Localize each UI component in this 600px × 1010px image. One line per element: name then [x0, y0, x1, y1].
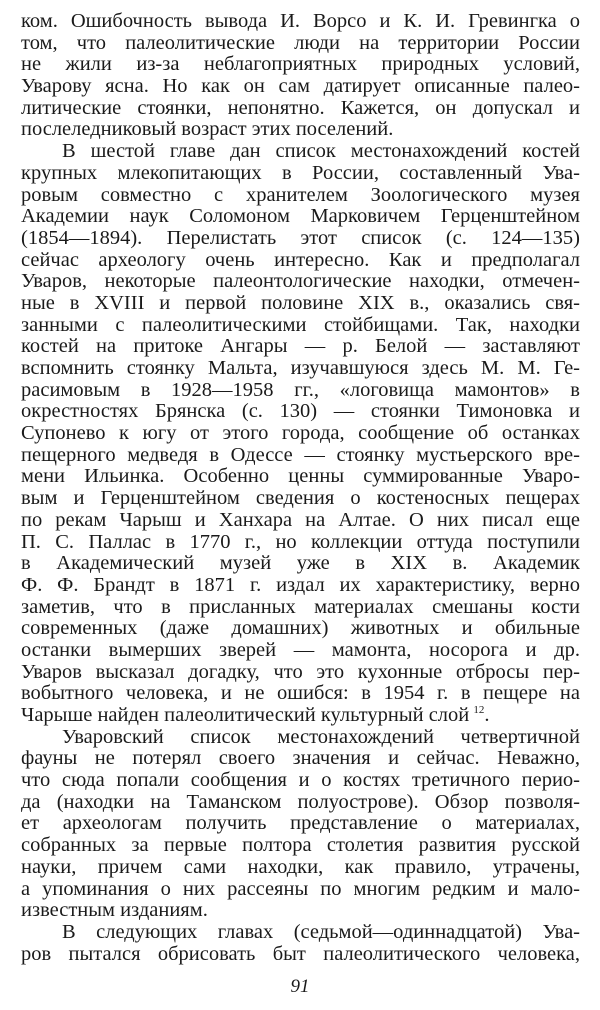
text-line-content: Чарыше найден палеолитический культурный слой: [21, 704, 470, 726]
footnote-reference[interactable]: 12: [473, 704, 485, 716]
text-line: в Академический музей уже в XIX в. Академик: [21, 552, 580, 575]
text-line: собранных за первые полтора столетия развития русской: [21, 834, 580, 857]
text-line: [21, 705, 580, 727]
text-line: ров пытался обрисовать быт палеолитического человека,: [21, 942, 580, 965]
text-line: Уваров высказал догадку, что это кухонные отбросы пер-: [21, 660, 580, 683]
text-line: В следующих главах (седьмой—одиннадцатой) Ува-: [62, 920, 580, 943]
text-line: что сюда попали сообщения и о костях третичного перио-: [21, 769, 580, 792]
text-line: Супонево к югу от этого города, сообщение об останках: [21, 422, 580, 445]
text-line: ровым совместно с хранителем Зоологического музея: [21, 183, 580, 206]
page-number: 91: [290, 976, 310, 997]
paragraph-4: [21, 922, 580, 965]
text-line: а упоминания о них рассеяны по многим редким и мало-: [21, 877, 580, 900]
text-line: Академии наук Соломоном Марковичем Герценштейном: [21, 205, 580, 228]
text-line: заметив, что в присланных материалах смешаны кости: [21, 595, 580, 618]
text-line: (1854—1894). Перелистать этот список (с. 124—135): [21, 226, 580, 249]
paragraph-2: [21, 141, 580, 727]
text-line: по рекам Чарыш и Ханхара на Алтае. О них писал еще: [21, 508, 580, 531]
text-line: вым и Герценштейном сведения о костеносных пещерах: [21, 487, 580, 510]
text-line: ет археологам получить представление о материалах,: [21, 812, 580, 835]
text-line: Уваров, некоторые палеонтологические находки, отмечен-: [21, 270, 580, 293]
paragraph-1: [21, 11, 580, 141]
text-line: Ф. Ф. Брандт в 1871 г. издал их характеристику, верно: [21, 573, 580, 596]
text-line: том, что палеолитические люди на территории России: [21, 31, 580, 54]
text-line: современных (даже домашних) животных и обильные: [21, 617, 580, 640]
text-line: да (находки на Таманском полуострове). Обзор позволя-: [21, 790, 580, 813]
page-body: [21, 11, 580, 965]
sentence-end: .: [484, 704, 490, 726]
text-line: расимовым в 1928—1958 гг., «логовища мамонтов» в: [21, 378, 580, 401]
text-line: сейчас археологу очень интересно. Как и предполагал: [21, 248, 580, 271]
text-line: мени Ильинка. Особенно ценны суммированные Уваро-: [21, 465, 580, 488]
text-line: останки вымерших зверей — мамонта, носорога и др.: [21, 638, 580, 661]
text-line: известным изданиям.: [21, 899, 208, 922]
text-line: пещерного медведя в Одессе — стоянку мустьерского вре-: [21, 443, 580, 466]
text-line: не жили из-за неблагоприятных природных условий,: [21, 53, 580, 76]
text-line: Уваровский список местонахождений четвертичной: [62, 725, 580, 748]
text-line: фауны не потерял своего значения и сейчас. Неважно,: [21, 747, 580, 770]
text-line: ком. Ошибочность вывода И. Ворсо и К. И. Гревингка о: [21, 10, 580, 32]
text-line: занными с палеолитическими стойбищами. Так, находки: [21, 313, 580, 336]
text-line: ные в XVIII и первой половине XIX в., оказались свя-: [21, 291, 580, 314]
text-line: крупных млекопитающих в России, составленный Ува-: [21, 161, 580, 184]
text-line: науки, причем сами находки, как правило, утрачены,: [21, 855, 580, 878]
text-line: П. С. Паллас в 1770 г., но коллекции оттуда поступили: [21, 530, 580, 553]
text-line: окрестностях Брянска (с. 130) — стоянки Тимоновка и: [21, 400, 580, 423]
text-line: Уварову ясна. Но как он сам датирует описанные палео-: [21, 75, 580, 98]
paragraph-3: [21, 727, 580, 922]
text-line: костей на притоке Ангары — р. Белой — заставляют: [21, 335, 580, 358]
text-line: В шестой главе дан список местонахождений костей: [62, 140, 580, 163]
text-line: вобытного человека, и не ошибся: в 1954 г. в пещере на: [21, 682, 580, 705]
text-line: вспомнить стоянку Мальта, изучавшуюся здесь М. М. Ге-: [21, 357, 580, 379]
text-line: литические стоянки, непонятно. Кажется, он допускал и: [21, 96, 580, 119]
text-line: послеледниковый возраст этих поселений.: [21, 118, 394, 141]
